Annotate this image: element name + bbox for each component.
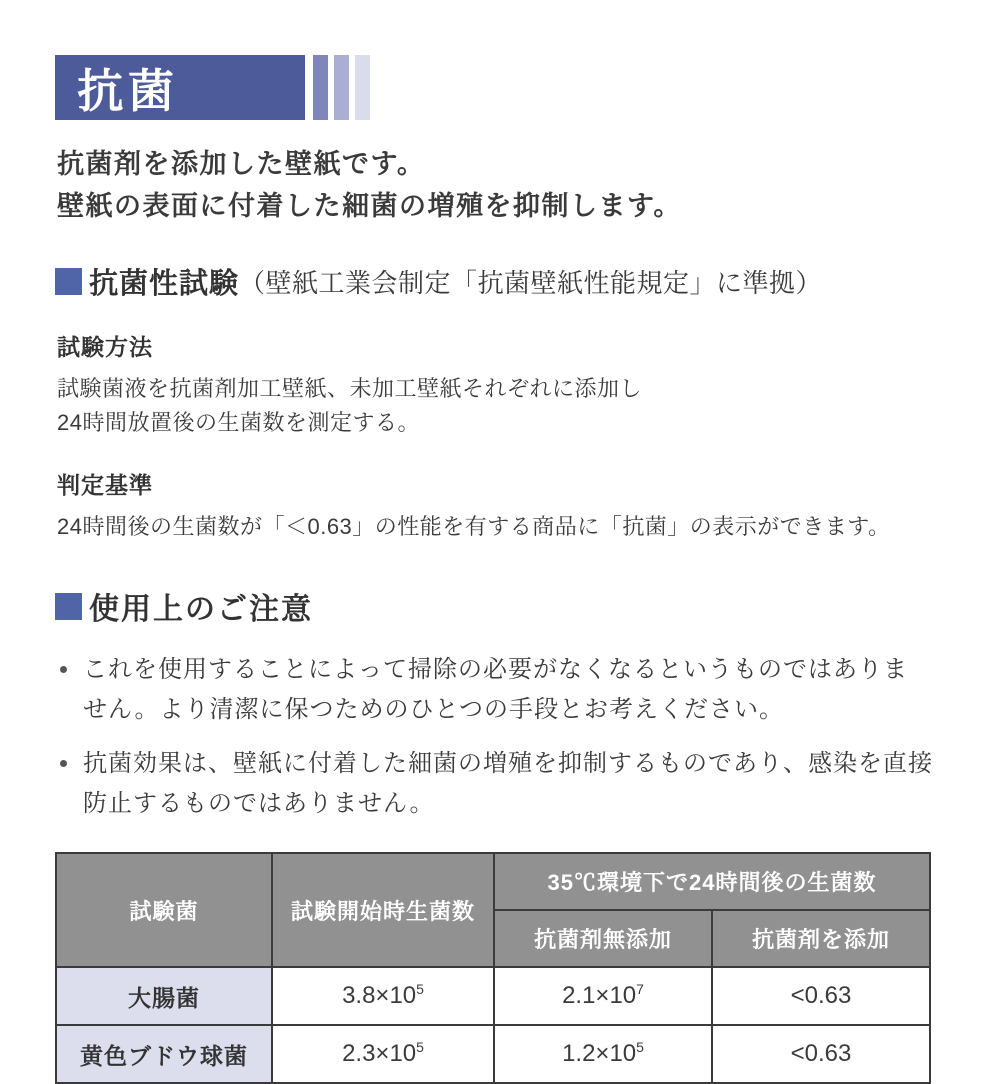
bullet-1-line-2: せん。より清潔に保つためのひとつの手段とお考えください。 <box>83 696 784 723</box>
value-base: <0.63 <box>790 982 852 1009</box>
section-title-test: 抗菌性試験 <box>89 268 240 300</box>
section-heading-notes <box>55 584 1000 628</box>
cell-initial-count <box>272 1025 494 1083</box>
value-base: 3.8×10 <box>342 982 417 1009</box>
list-item <box>60 650 1000 730</box>
banner-stripe-3 <box>355 55 370 120</box>
banner-stripe-2 <box>334 55 349 120</box>
intro-text <box>57 143 1000 227</box>
cell-no-agent <box>494 1025 712 1083</box>
section-title-notes: 使用上のご注意 <box>89 593 313 626</box>
cell-initial-count <box>272 967 494 1025</box>
bullet-2-line-1: 抗菌効果は、壁紙に付着した細菌の増殖を抑制するものであり、感染を直接 <box>83 750 933 777</box>
table-header-with-agent: 抗菌剤を添加 <box>712 910 930 967</box>
bullet-icon <box>60 760 67 767</box>
intro-line-2: 壁紙の表面に付着した細菌の増殖を抑制します。 <box>57 191 682 221</box>
cell-with-agent <box>712 1025 930 1083</box>
document-page <box>0 55 1000 1069</box>
method-body <box>57 372 1000 440</box>
value-base: 2.3×10 <box>342 1040 417 1067</box>
section-square-icon <box>55 268 82 295</box>
value-exponent: 7 <box>636 981 644 997</box>
bullet-text-1 <box>83 650 908 730</box>
section-title-note: （壁紙工業会制定「抗菌壁紙性能規定」に準拠） <box>239 268 823 298</box>
page-title: 抗菌 <box>55 55 305 120</box>
criteria-body <box>57 510 1000 544</box>
notes-bullet-list <box>60 650 1000 824</box>
row-label-ecoli: 大腸菌 <box>56 967 272 1025</box>
bullet-text-2 <box>83 744 933 824</box>
bullet-2-line-2: 防止するものではありません。 <box>83 790 435 817</box>
value-exponent: 5 <box>416 1039 424 1055</box>
banner-row <box>55 55 1000 120</box>
method-line-2: 24時間放置後の生菌数を測定する。 <box>57 410 420 435</box>
test-results-table <box>55 852 931 1084</box>
value-exponent: 5 <box>636 1039 644 1055</box>
criteria-label: 判定基準 <box>57 472 153 498</box>
criteria-line-1: 24時間後の生菌数が「＜0.63」の性能を有する商品に「抗菌」の表示ができます。 <box>57 514 891 539</box>
table-header-after-24h: 35℃環境下で24時間後の生菌数 <box>494 853 930 910</box>
method-line-1: 試験菌液を抗菌剤加工壁紙、未加工壁紙それぞれに添加し <box>57 376 643 401</box>
value-exponent: 5 <box>416 981 424 997</box>
value-base: <0.63 <box>790 1040 852 1067</box>
row-label-staphylococcus: 黄色ブドウ球菌 <box>56 1025 272 1083</box>
table-header-bacteria: 試験菌 <box>56 853 272 967</box>
list-item <box>60 744 1000 824</box>
table-row <box>56 967 930 1025</box>
table-header-initial-count: 試験開始時生菌数 <box>272 853 494 967</box>
method-label: 試験方法 <box>57 334 153 360</box>
section-heading-test <box>55 261 1000 302</box>
section-square-icon <box>55 593 82 620</box>
banner-stripe-1 <box>313 55 328 120</box>
table-row <box>56 1025 930 1083</box>
value-base: 1.2×10 <box>562 1040 637 1067</box>
bullet-1-line-1: これを使用することによって掃除の必要がなくなるというものではありま <box>83 656 908 683</box>
table-header-no-agent: 抗菌剤無添加 <box>494 910 712 967</box>
intro-line-1: 抗菌剤を添加した壁紙です。 <box>57 149 426 179</box>
cell-no-agent <box>494 967 712 1025</box>
bullet-icon <box>60 666 67 673</box>
cell-with-agent <box>712 967 930 1025</box>
value-base: 2.1×10 <box>562 982 637 1009</box>
